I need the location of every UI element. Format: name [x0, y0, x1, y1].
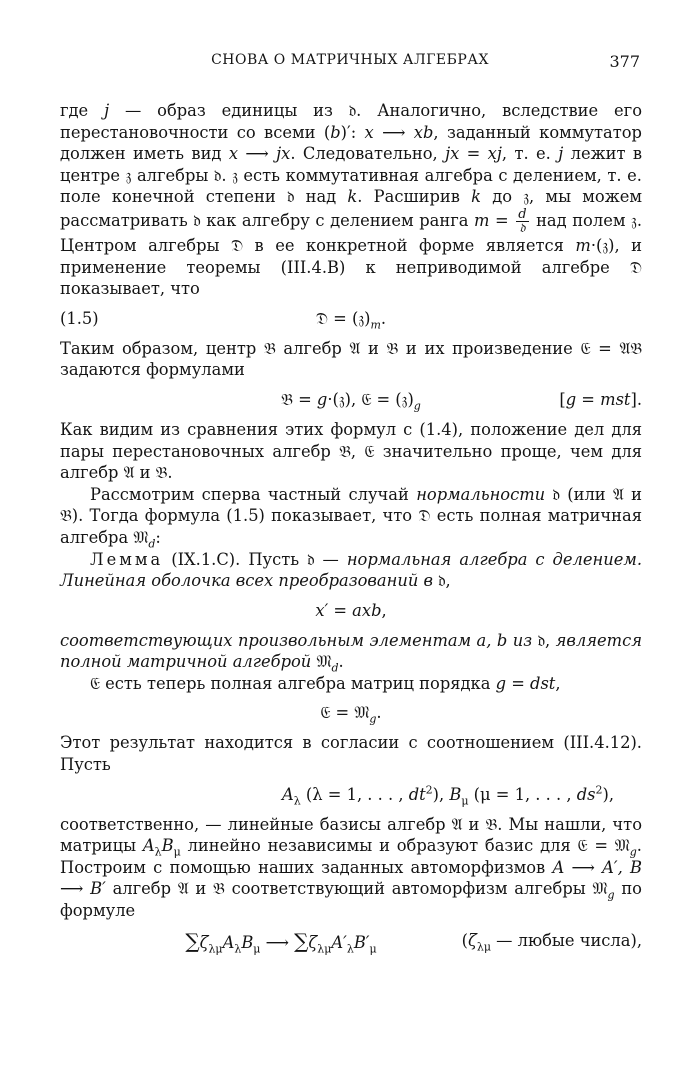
lemma-statement: Лемма (IX.1.C). Пусть 𝔡 — нормальная алгебра с делением. Линейная оболочка всех преобразований в 𝔡, — [60, 549, 643, 591]
equation-note: ($\zeta_{\lambda\mu}$ — любые числа), — [461, 930, 642, 953]
equation-1-5: (1.5) 𝔇 = $(𝔷)_m$. — [60, 300, 642, 338]
equation-lemma: x′ = axb, — [315, 600, 387, 620]
fraction-d-over-delta: $\frac{d}{\text{𝔡}}$ — [518, 206, 527, 236]
paragraph-1: где j — образ единицы из 𝔡. Аналогично, вследствие его перестановочности со всеми (b)′: x ⟶ xb, заданный коммутатор должен иметь вид x ⟶ jx. Следовательно, jx = xj, т. е. j лежит в центре 𝔷 алгебры 𝔡. 𝔷 есть коммутативная алгебра с делением, т. е. поле конечной степени 𝔡 над k. Расширив k до 𝔷, мы можем рассматривать 𝔡 как алгебру с делением ранга m = $\frac{d}{\text{𝔡}}$ над полем 𝔷. Центром алгебры 𝔇 в ее конкретной форме является m·(𝔷), и применение теоремы (III.4.B) к неприводимой алгебре 𝔇 показывает, что — [60, 101, 643, 299]
paragraph-8: соответственно, — линейные базисы алгебр 𝔄 и 𝔅. Мы нашли, что матрицы $A_\lambda B_\mu$ линейно независимы и образуют базис для 𝔈 = 𝔐$_g$. Построим с помощью наших заданных автоморфизмов A ⟶ A′, B ⟶ B′ алгебр 𝔄 и 𝔅 соответствующий автоморфизм алгебры 𝔐$_g$ по формуле — [60, 814, 642, 921]
paragraph-5: соответствующих произвольным элементам a, b из 𝔡, является полной матричной алгеброй 𝔐$_d$. — [60, 630, 642, 675]
equation-center: 𝔅 = g·(𝔷), 𝔈 = $(𝔷)_g$ [g = mst]. — [60, 381, 642, 419]
equation-bases: $A_\lambda$ (λ = 1, . . . , $dt^2$), $B_\mu$ (μ = 1, . . . , $ds^2$), — [282, 783, 615, 807]
equation-note: [g = mst]. — [559, 389, 642, 409]
paragraph-2: Таким образом, центр 𝔅 алгебр 𝔄 и 𝔅 и их произведение 𝔈 = 𝔄𝔅 задаются формулами — [60, 338, 642, 380]
page-number: 377 — [609, 52, 640, 71]
page-body — [60, 100, 642, 960]
paragraph-7: Этот результат находится в согласии с соотношением (III.4.12). Пусть — [60, 733, 642, 775]
running-header — [60, 52, 640, 78]
paragraph-3: Как видим из сравнения этих формул с (1.4), положение дел для пары перестановочных алгебр 𝔅, 𝔈 значительно проще, чем для алгебр 𝔄 и 𝔅. — [60, 419, 642, 483]
paragraph-6: 𝔈 есть теперь полная алгебра матриц порядка g = dst, — [90, 673, 561, 693]
equation-full-matrix: 𝔈 = 𝔐$_g$. — [320, 703, 382, 726]
running-title: СНОВА О МАТРИЧНЫХ АЛГЕБРАХ — [211, 52, 489, 68]
lemma-word: Лемма — [90, 549, 164, 569]
equation-automorphism: $\sum\zeta_{\lambda\mu}A_\lambda B_\mu$ ⟶ $\sum\zeta_{\lambda\mu}A'_\lambda B'_\mu$ ($\zeta_{\lambda\mu}$ — любые числа), — [60, 922, 642, 960]
equation-label: (1.5) — [60, 308, 99, 328]
paragraph-4: Рассмотрим сперва частный случай нормальности 𝔡 (или 𝔄 и 𝔅). Тогда формула (1.5) показывает, что 𝔇 есть полная матричная алгебра 𝔐$_d$: — [60, 484, 642, 551]
